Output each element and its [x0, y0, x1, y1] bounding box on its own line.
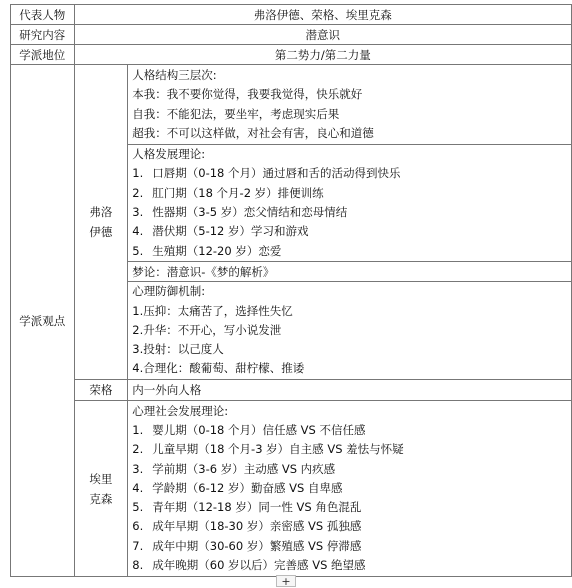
list-item: 3.投射：以己度人 [132, 342, 224, 357]
list-item [132, 184, 571, 203]
list-item [132, 498, 571, 517]
list-item-text: 成年晚期（60 岁以后）完善感 VS 绝望感 [152, 558, 366, 573]
erikson-stage-list [132, 421, 571, 575]
list-item: 心理防御机制: [132, 284, 206, 299]
list-item-number: 7. [132, 538, 144, 553]
list-item: 超我：不可以这样做，对社会有害，良心和道德 [132, 125, 374, 140]
list-item-number: 3. [132, 461, 144, 476]
list-item [132, 222, 571, 241]
list-item-number: 2. [132, 442, 144, 457]
freud-dream-cell: 梦论：潜意识-《梦的解析》 [128, 262, 572, 282]
expand-toggle-button[interactable]: + [276, 575, 296, 587]
rep-label: 代表人物 [11, 5, 75, 25]
list-item-number: 1. [132, 166, 144, 181]
list-item-number: 5. [132, 243, 144, 258]
list-item-number: 1. [132, 422, 144, 437]
freud-name-text: 弗洛 伊德 [89, 205, 113, 239]
freud-name [74, 65, 128, 380]
erikson-title: 心理社会发展理论: [132, 403, 229, 418]
list-item [132, 460, 571, 479]
status-label: 学派地位 [11, 45, 75, 65]
list-item-text: 学龄期（6-12 岁）勤奋感 VS 自卑感 [152, 480, 343, 495]
view-label: 学派观点 [11, 65, 75, 577]
erikson-name [74, 401, 128, 577]
list-item-number: 5. [132, 500, 144, 515]
list-item [132, 242, 571, 261]
erikson-cell [128, 401, 572, 577]
rep-value: 弗洛伊德、荣格、埃里克森 [74, 5, 571, 25]
list-item: 自我：不能犯法，要坐牢，考虑现实后果 [132, 106, 340, 121]
list-item-text: 肛门期（18 个月-2 岁）排便训练 [152, 185, 324, 200]
list-item-text: 婴儿期（0-18 个月）信任感 VS 不信任感 [152, 422, 366, 437]
list-item: 2.升华：不开心，写小说发泄 [132, 322, 282, 337]
research-label: 研究内容 [11, 25, 75, 45]
list-item-number: 4. [132, 480, 144, 495]
freud-defense-cell [128, 282, 572, 380]
research-value: 潜意识 [74, 25, 571, 45]
list-item [132, 164, 571, 183]
list-item [132, 479, 571, 498]
freud-development-title: 人格发展理论: [132, 147, 206, 162]
psychoanalysis-table [10, 4, 572, 577]
list-item-number: 6. [132, 519, 144, 534]
list-item-text: 儿童早期（18 个月-3 岁）自主感 VS 羞怯与怀疑 [152, 442, 404, 457]
freud-structure-cell [128, 65, 572, 145]
freud-development-cell [128, 145, 572, 262]
jung-name: 荣格 [74, 380, 128, 401]
freud-development-list [132, 164, 571, 260]
list-item: 人格结构三层次: [132, 67, 217, 82]
list-item: 1.压抑：太痛苦了，选择性失忆 [132, 303, 293, 318]
list-item: 4.合理化：酸葡萄、甜柠檬、推诿 [132, 361, 305, 376]
list-item [132, 537, 571, 556]
status-value: 第二势力/第二力量 [74, 45, 571, 65]
list-item-text: 生殖期（12-20 岁）恋爱 [152, 243, 282, 258]
list-item-number: 3. [132, 205, 144, 219]
list-item [132, 556, 571, 575]
freud-defense-list [132, 282, 571, 378]
list-item [132, 203, 571, 222]
list-item-text: 学前期（3-6 岁）主动感 VS 内疚感 [152, 461, 336, 476]
list-item [132, 517, 571, 536]
list-item-text: 成年中期（30-60 岁）繁殖感 VS 停滞感 [152, 538, 362, 553]
list-item-text: 成年早期（18-30 岁）亲密感 VS 孤独感 [152, 519, 362, 534]
list-item-number: 4. [132, 224, 144, 239]
jung-text: 内一外向人格 [128, 380, 572, 401]
list-item [132, 440, 571, 459]
list-item-number: 8. [132, 558, 144, 573]
list-item [132, 421, 571, 440]
list-item-text: 口唇期（0-18 个月）通过唇和舌的活动得到快乐 [152, 166, 401, 181]
list-item: 本我：我不要你觉得，我要我觉得，快乐就好 [132, 87, 363, 102]
list-item-text: 青年期（12-18 岁）同一性 VS 角色混乱 [152, 500, 362, 515]
erikson-name-text: 埃里 克森 [89, 471, 113, 506]
list-item-number: 2. [132, 185, 144, 200]
freud-structure-list [132, 66, 571, 143]
list-item-text: 潜伏期（5-12 岁）学习和游戏 [152, 224, 309, 239]
list-item-text: 性器期（3-5 岁）恋父情结和恋母情结 [152, 205, 348, 219]
